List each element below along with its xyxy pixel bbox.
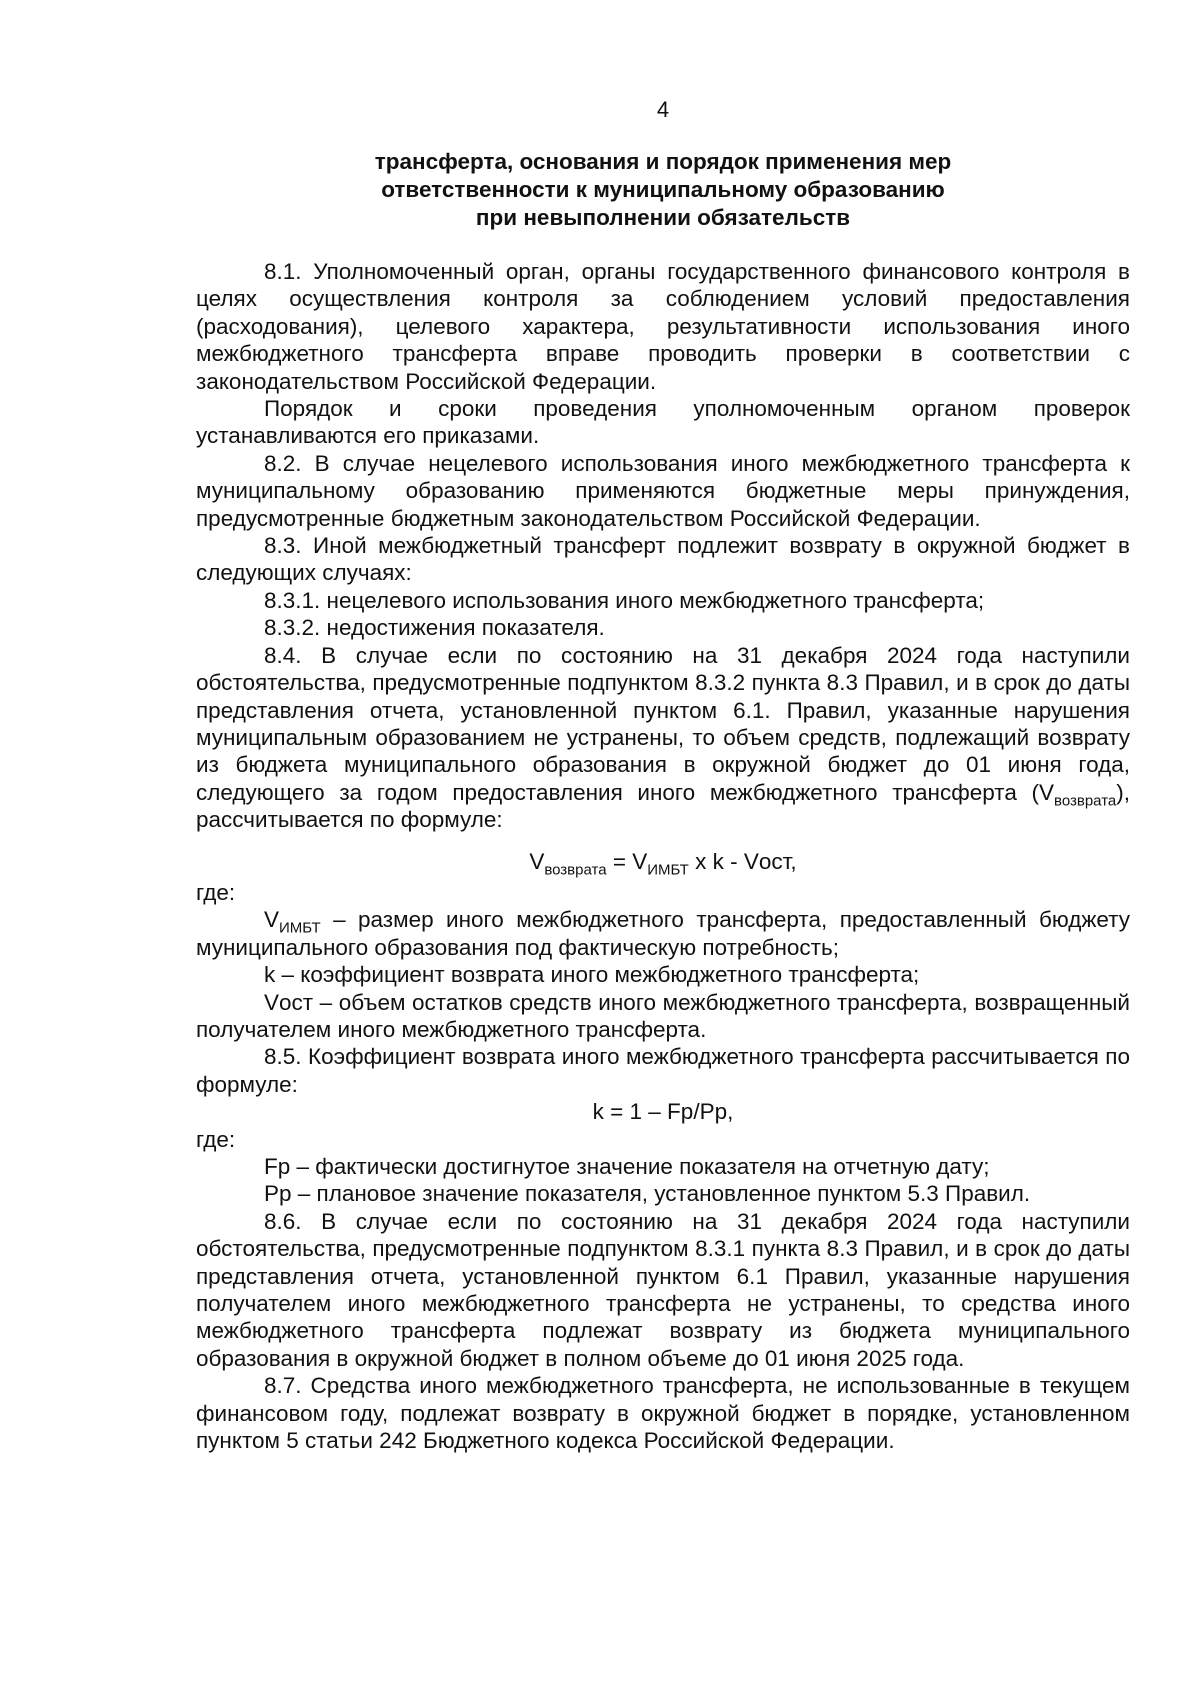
formula-imbt-subscript: ИМБТ [647,861,689,879]
paragraph-8-3-1: 8.3.1. нецелевого использования иного межбюджетного трансферта; [264,587,985,613]
formula-coefficient: k = 1 – Fр/Pр, [592,1099,734,1125]
paragraph-8-4-text: 8.4. В случае если по состоянию на 31 декабря 2024 года наступили обстоятельства, предусмотренные подпунктом 8.3.2 пункта 8.3 Правил, и в срок до даты представления отчета, установленной пунктом 6.1. Правил, указанные нарушения муниципальным образованием не устранены, то объем средств, подлежащий возврату из бюджета муниципального образования в окружной бюджет до 01 июня года, следующего за годом предоставления иного межбюджетного трансферта (V [196,642,1130,805]
paragraph-8-4 [196,642,1130,834]
formula-equals: = V [606,848,648,874]
paragraph-8-4-subscript: возврата [1054,792,1117,810]
paragraph-8-4-tail: ), рассчитывается по формуле: [196,779,1130,833]
definition-v-subscript: ИМБТ [279,919,321,937]
paragraph-8-7: 8.7. Средства иного межбюджетного трансферта, не использованные в текущем финансовом году, подлежат возврату в окружной бюджет в порядке, установленном пунктом 5 статьи 242 Бюджетного кодекса Российской Федерации. [196,1373,1130,1454]
paragraph-8-6: 8.6. В случае если по состоянию на 31 декабря 2024 года наступили обстоятельства, предусмотренные подпунктом 8.3.1 пункта 8.3 Правил, и в срок до даты представления отчета, установленной пунктом 6.1 Правил, указанные нарушения получателем иного межбюджетного трансферта не устранены, то средства иного межбюджетного трансферта подлежат возврату из бюджета муниципального образования в окружной бюджет в полном объеме до 01 июня 2025 года. [196,1208,1130,1371]
definition-fr: Fр – фактически достигнутое значение показателя на отчетную дату; [264,1154,990,1179]
definition-v-imbt [196,906,1130,961]
where-label-1: где: [196,879,236,905]
heading-line-2: ответственности к муниципальному образованию [381,177,945,202]
formula-rest: x k - Vост, [688,848,797,874]
paragraph-8-1: 8.1. Уполномоченный орган, органы государственного финансового контроля в целях осуществления контроля за соблюдением условий предоставления (расходования), целевого характера, результативности использования иного межбюджетного трансферта вправе проводить проверки в соответствии с законодательством Российской Федерации. [196,259,1130,394]
definition-vost: Vост – объем остатков средств иного межбюджетного трансферта, возвращенный получателем иного межбюджетного трансферта. [196,989,1130,1042]
definition-v-text: – размер иного межбюджетного трансферта, предоставленный бюджету муниципального образования под фактическую потребность; [196,907,1130,960]
formula-v: V [529,848,545,874]
page-number: 4 [656,97,670,122]
paragraph-8-3-2: 8.3.2. недостижения показателя. [264,615,605,641]
paragraph-8-3: 8.3. Иной межбюджетный трансферт подлежит возврату в окружной бюджет в следующих случаях: [196,533,1130,586]
section-heading [196,148,1130,232]
heading-line-1: трансферта, основания и порядок применения мер [374,149,952,174]
formula-v-subscript: возврата [544,861,607,879]
heading-line-3: при невыполнении обязательств [475,205,851,230]
where-label-2: где: [196,1126,236,1152]
definition-k: k – коэффициент возврата иного межбюджетного трансферта; [264,962,920,988]
paragraph-8-1-inspections: Порядок и сроки проведения уполномоченным органом проверок устанавливаются его приказами. [196,396,1130,449]
document-body [196,258,1130,1454]
paragraph-8-5: 8.5. Коэффициент возврата иного межбюджетного трансферта рассчитывается по формуле: [196,1044,1130,1097]
definition-v: V [264,907,280,933]
definition-pr: Pр – плановое значение показателя, установленное пунктом 5.3 Правил. [264,1181,1031,1207]
paragraph-8-2: 8.2. В случае нецелевого использования иного межбюджетного трансферта к муниципальному образованию применяются бюджетные меры принуждения, предусмотренные бюджетным законодательством Российской Федерации. [196,450,1130,531]
formula-return-amount [196,848,1130,879]
